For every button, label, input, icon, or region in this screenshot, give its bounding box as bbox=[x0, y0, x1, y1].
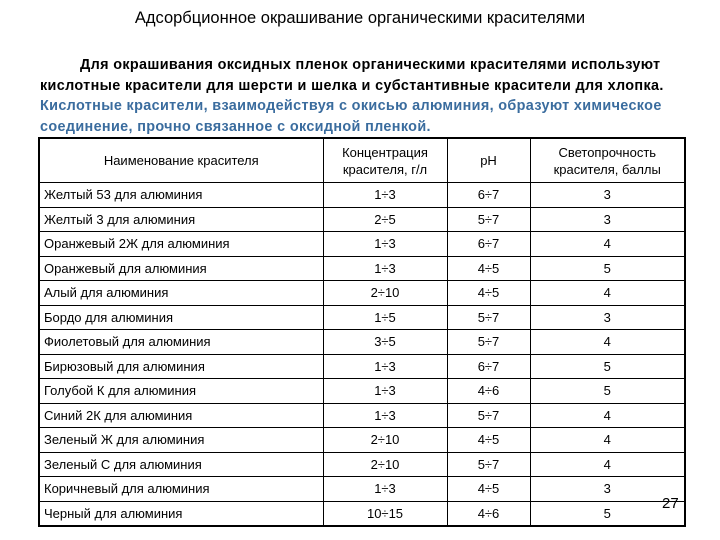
ph-cell: 6÷7 bbox=[447, 232, 530, 257]
dye-table bbox=[38, 137, 686, 527]
dye-name-cell: Оранжевый для алюминия bbox=[39, 256, 323, 281]
concentration-cell: 1÷3 bbox=[323, 477, 447, 502]
dye-name-cell: Алый для алюминия bbox=[39, 281, 323, 306]
ph-cell: 4÷5 bbox=[447, 256, 530, 281]
concentration-cell: 1÷3 bbox=[323, 183, 447, 208]
concentration-cell: 2÷5 bbox=[323, 207, 447, 232]
dye-name-cell: Голубой К для алюминия bbox=[39, 379, 323, 404]
table-header-row bbox=[39, 138, 685, 183]
concentration-cell: 2÷10 bbox=[323, 281, 447, 306]
lightfastness-cell: 4 bbox=[530, 403, 685, 428]
dye-name-cell: Зеленый С для алюминия bbox=[39, 452, 323, 477]
header-lightfastness: Светопрочность красителя, баллы bbox=[530, 138, 685, 183]
dye-name-cell: Коричневый для алюминия bbox=[39, 477, 323, 502]
dye-name-cell: Желтый 3 для алюминия bbox=[39, 207, 323, 232]
table-row bbox=[39, 207, 685, 232]
dye-name-cell: Бордо для алюминия bbox=[39, 305, 323, 330]
intro-text: Для окрашивания оксидных пленок органическими красителями используют кислотные красители для шерсти и шелка и субстантивные красители для хлопка. bbox=[40, 57, 664, 94]
table-row bbox=[39, 256, 685, 281]
concentration-cell: 1÷3 bbox=[323, 256, 447, 281]
lightfastness-cell: 3 bbox=[530, 207, 685, 232]
table-row bbox=[39, 305, 685, 330]
dye-name-cell: Синий 2К для алюминия bbox=[39, 403, 323, 428]
table-row bbox=[39, 477, 685, 502]
table-row bbox=[39, 330, 685, 355]
lightfastness-cell: 3 bbox=[530, 477, 685, 502]
lightfastness-cell: 4 bbox=[530, 281, 685, 306]
page-number: 27 bbox=[662, 495, 679, 512]
dye-name-cell: Желтый 53 для алюминия bbox=[39, 183, 323, 208]
lightfastness-cell: 5 bbox=[530, 379, 685, 404]
dye-name-cell: Черный для алюминия bbox=[39, 501, 323, 526]
header-ph: pH bbox=[447, 138, 530, 183]
table-row bbox=[39, 403, 685, 428]
lightfastness-cell: 4 bbox=[530, 452, 685, 477]
table-row bbox=[39, 428, 685, 453]
ph-cell: 5÷7 bbox=[447, 403, 530, 428]
ph-cell: 4÷6 bbox=[447, 501, 530, 526]
table-row bbox=[39, 379, 685, 404]
table-row bbox=[39, 501, 685, 526]
lightfastness-cell: 3 bbox=[530, 183, 685, 208]
lightfastness-cell: 5 bbox=[530, 256, 685, 281]
concentration-cell: 3÷5 bbox=[323, 330, 447, 355]
concentration-cell: 1÷3 bbox=[323, 403, 447, 428]
table-row bbox=[39, 232, 685, 257]
ph-cell: 4÷5 bbox=[447, 428, 530, 453]
page-title: Адсорбционное окрашивание органическими красителями bbox=[134, 9, 586, 27]
lightfastness-cell: 4 bbox=[530, 428, 685, 453]
table-row bbox=[39, 452, 685, 477]
concentration-cell: 1÷5 bbox=[323, 305, 447, 330]
ph-cell: 6÷7 bbox=[447, 183, 530, 208]
header-name: Наименование красителя bbox=[39, 138, 323, 183]
ph-cell: 5÷7 bbox=[447, 305, 530, 330]
dye-name-cell: Оранжевый 2Ж для алюминия bbox=[39, 232, 323, 257]
concentration-cell: 1÷3 bbox=[323, 379, 447, 404]
lightfastness-cell: 4 bbox=[530, 232, 685, 257]
lightfastness-cell: 5 bbox=[530, 354, 685, 379]
concentration-cell: 2÷10 bbox=[323, 428, 447, 453]
ph-cell: 5÷7 bbox=[447, 207, 530, 232]
ph-cell: 4÷5 bbox=[447, 477, 530, 502]
concentration-cell: 1÷3 bbox=[323, 354, 447, 379]
table-row bbox=[39, 354, 685, 379]
ph-cell: 4÷5 bbox=[447, 281, 530, 306]
concentration-cell: 1÷3 bbox=[323, 232, 447, 257]
lightfastness-cell: 5 bbox=[530, 501, 685, 526]
table-row bbox=[39, 281, 685, 306]
dye-name-cell: Фиолетовый для алюминия bbox=[39, 330, 323, 355]
header-concentration: Концентрация красителя, г/л bbox=[323, 138, 447, 183]
ph-cell: 5÷7 bbox=[447, 452, 530, 477]
intro-paragraph bbox=[40, 55, 690, 137]
lightfastness-cell: 4 bbox=[530, 330, 685, 355]
dye-name-cell: Зеленый Ж для алюминия bbox=[39, 428, 323, 453]
ph-cell: 5÷7 bbox=[447, 330, 530, 355]
table-row bbox=[39, 183, 685, 208]
concentration-cell: 10÷15 bbox=[323, 501, 447, 526]
lightfastness-cell: 3 bbox=[530, 305, 685, 330]
ph-cell: 4÷6 bbox=[447, 379, 530, 404]
dye-name-cell: Бирюзовый для алюминия bbox=[39, 354, 323, 379]
ph-cell: 6÷7 bbox=[447, 354, 530, 379]
concentration-cell: 2÷10 bbox=[323, 452, 447, 477]
intro-highlight-text: Кислотные красители, взаимодействуя с окисью алюминия, образуют химическое соединение, прочно связанное с оксидной пленкой. bbox=[40, 98, 662, 135]
